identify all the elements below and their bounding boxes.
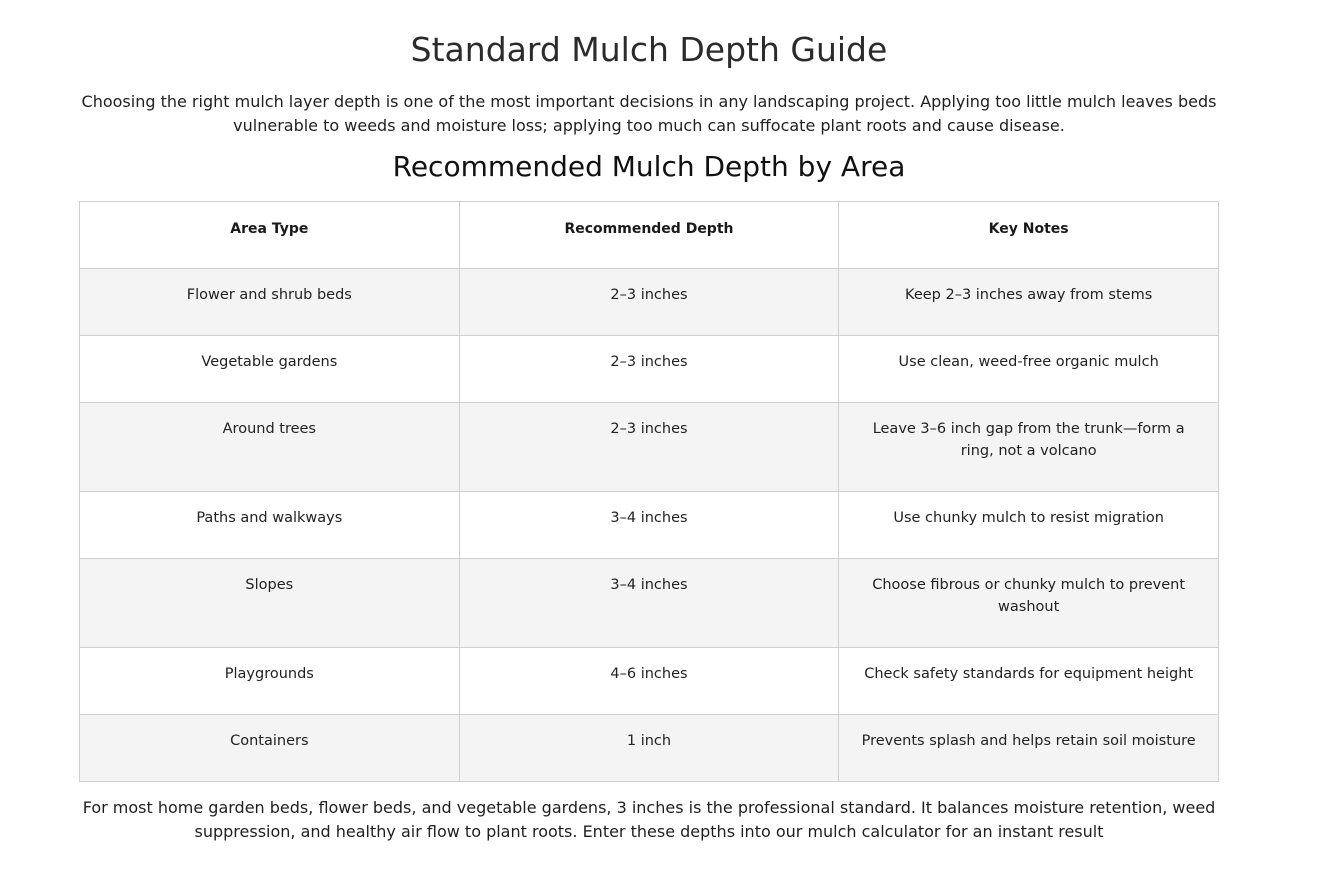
- cell-area: Paths and walkways: [80, 492, 460, 559]
- footer-paragraph: For most home garden beds, flower beds, and vegetable gardens, 3 inches is the professional standard. It balances moisture retention, weed suppression, and healthy air flow to plant roots. Enter these depths into our mulch calculator for an instant result: [82, 798, 1216, 841]
- cell-area: Playgrounds: [80, 648, 460, 715]
- cell-depth: 3–4 inches: [459, 559, 839, 648]
- table-header-row: [80, 202, 1219, 269]
- intro-paragraph: Choosing the right mulch layer depth is one of the most important decisions in any landscaping project. Applying too little mulch leaves beds vulnerable to weeds and moisture loss; applying too much can suffocate plant roots and cause disease.: [81, 92, 1217, 135]
- cell-area: Flower and shrub beds: [80, 269, 460, 336]
- table-title: Recommended Mulch Depth by Area: [392, 150, 906, 183]
- cell-notes: Check safety standards for equipment height: [839, 648, 1219, 715]
- cell-notes: Choose fibrous or chunky mulch to prevent washout: [839, 559, 1219, 648]
- header-key-notes: Key Notes: [839, 202, 1219, 269]
- cell-area: Around trees: [80, 403, 460, 492]
- cell-depth: 2–3 inches: [459, 336, 839, 403]
- cell-notes: Use chunky mulch to resist migration: [839, 492, 1219, 559]
- cell-area: Vegetable gardens: [80, 336, 460, 403]
- table-row: [80, 492, 1219, 559]
- cell-depth: 3–4 inches: [459, 492, 839, 559]
- cell-notes: Leave 3–6 inch gap from the trunk—form a ring, not a volcano: [839, 403, 1219, 492]
- table-row: [80, 559, 1219, 648]
- cell-notes: Keep 2–3 inches away from stems: [839, 269, 1219, 336]
- table-row: [80, 648, 1219, 715]
- cell-notes: Use clean, weed-free organic mulch: [839, 336, 1219, 403]
- table-row: [80, 715, 1219, 782]
- table-row: [80, 336, 1219, 403]
- cell-depth: 2–3 inches: [459, 269, 839, 336]
- cell-area: Containers: [80, 715, 460, 782]
- table-row: [80, 269, 1219, 336]
- page-title: Standard Mulch Depth Guide: [410, 30, 888, 69]
- table-row: [80, 403, 1219, 492]
- cell-notes: Prevents splash and helps retain soil moisture: [839, 715, 1219, 782]
- cell-depth: 1 inch: [459, 715, 839, 782]
- cell-area: Slopes: [80, 559, 460, 648]
- cell-depth: 2–3 inches: [459, 403, 839, 492]
- mulch-depth-table: [79, 201, 1219, 782]
- header-recommended-depth: Recommended Depth: [459, 202, 839, 269]
- cell-depth: 4–6 inches: [459, 648, 839, 715]
- header-area-type: Area Type: [80, 202, 460, 269]
